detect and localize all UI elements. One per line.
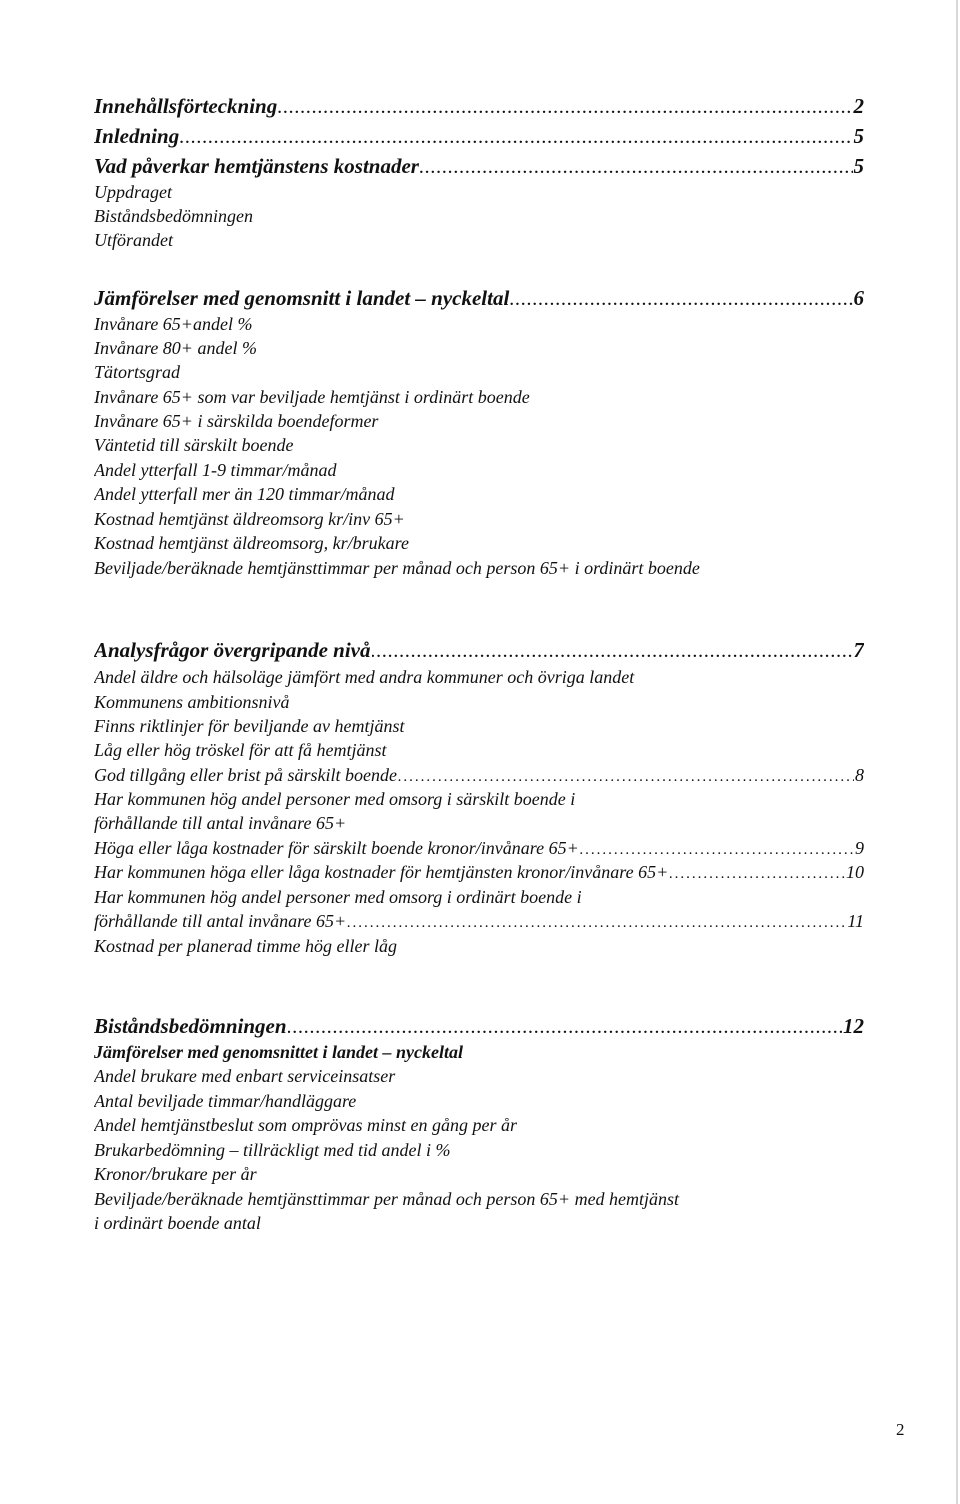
dot-leader bbox=[510, 287, 852, 315]
toc-subitem: Invånare 65+andel % bbox=[94, 314, 253, 334]
toc-page-number: 8 bbox=[855, 765, 864, 785]
toc-entry-hemtjanst-kostnader[interactable] bbox=[94, 860, 864, 886]
toc-entry-hoga-kostnader[interactable] bbox=[94, 836, 864, 862]
toc-subitem: Beviljade/beräknade hemtjänsttimmar per månad och person 65+ med hemtjänst bbox=[94, 1189, 680, 1209]
toc-entry-inledning[interactable] bbox=[94, 122, 864, 153]
toc-entry-title: Analysfrågor övergripande nivå bbox=[94, 638, 371, 662]
toc-entry-title: Har kommunen höga eller låga kostnader för hemtjänsten kronor/invånare 65+ bbox=[94, 862, 669, 882]
toc-entry-god-tillgang[interactable] bbox=[94, 763, 864, 789]
toc-subitem: i ordinärt boende antal bbox=[94, 1213, 261, 1233]
toc-page-number: 6 bbox=[853, 286, 864, 310]
toc-subitem: Invånare 65+ i särskilda boendeformer bbox=[94, 411, 379, 431]
toc-subitem: Biståndsbedömningen bbox=[94, 206, 253, 226]
toc-subitem: Låg eller hög tröskel för att få hemtjänst bbox=[94, 740, 387, 760]
scan-edge bbox=[956, 0, 958, 1504]
toc-subitem: Kronor/brukare per år bbox=[94, 1164, 257, 1184]
toc-page-number: 2 bbox=[853, 94, 864, 118]
toc-subitem: Brukarbedömning – tillräckligt med tid andel i % bbox=[94, 1140, 451, 1160]
toc-entry-title: Innehållsförteckning bbox=[94, 94, 278, 118]
toc-entry-title: Jämförelser med genomsnitt i landet – nyckeltal bbox=[94, 286, 510, 310]
toc-page-number: 11 bbox=[847, 911, 864, 931]
toc-page-number: 12 bbox=[843, 1014, 864, 1038]
toc-subitem: Andel äldre och hälsoläge jämfört med andra kommuner och övriga landet bbox=[94, 667, 635, 687]
page-number: 2 bbox=[896, 1420, 905, 1439]
toc-subitem: Kostnad hemtjänst äldreomsorg kr/inv 65+ bbox=[94, 509, 405, 529]
toc-subitem: Tätortsgrad bbox=[94, 362, 181, 382]
dot-leader bbox=[420, 155, 853, 183]
toc-subitem: Andel ytterfall mer än 120 timmar/månad bbox=[94, 484, 395, 504]
dot-leader bbox=[398, 765, 854, 789]
toc-subitem: Invånare 80+ andel % bbox=[94, 338, 257, 358]
toc-page-number: 5 bbox=[853, 154, 864, 178]
toc-subitem: Andel hemtjänstbeslut som omprövas minst en gång per år bbox=[94, 1115, 517, 1135]
toc-entry-vad-paverkar[interactable] bbox=[94, 152, 864, 183]
toc-subitem: Har kommunen hög andel personer med omsorg i särskilt boende i bbox=[94, 789, 576, 809]
dot-leader bbox=[180, 125, 852, 153]
toc-subitem: Har kommunen hög andel personer med omsorg i ordinärt boende i bbox=[94, 887, 582, 907]
dot-leader bbox=[372, 639, 853, 667]
toc-subitem: Antal beviljade timmar/handläggare bbox=[94, 1091, 357, 1111]
toc-entry-title: förhållande till antal invånare 65+ bbox=[94, 911, 347, 931]
toc-entry-analysfragor[interactable] bbox=[94, 636, 864, 667]
dot-leader bbox=[288, 1015, 842, 1043]
toc-subitem: Kostnad hemtjänst äldreomsorg, kr/brukare bbox=[94, 533, 409, 553]
toc-subitem: Uppdraget bbox=[94, 182, 172, 202]
toc-entry-forhallande[interactable] bbox=[94, 909, 864, 935]
toc-entry-bistandsbedomningen[interactable] bbox=[94, 1012, 864, 1043]
toc-entry-title: Biståndsbedömningen bbox=[94, 1014, 287, 1038]
toc-page-number: 10 bbox=[846, 862, 864, 882]
toc-subheading: Jämförelser med genomsnittet i landet – nyckeltal bbox=[94, 1042, 463, 1062]
toc-entry-title: Höga eller låga kostnader för särskilt boende kronor/invånare 65+ bbox=[94, 838, 579, 858]
toc-subitem: Finns riktlinjer för beviljande av hemtjänst bbox=[94, 716, 405, 736]
toc-subitem: Beviljade/beräknade hemtjänsttimmar per månad och person 65+ i ordinärt boende bbox=[94, 558, 700, 578]
toc-subitem: Kommunens ambitionsnivå bbox=[94, 692, 290, 712]
toc-page-number: 9 bbox=[855, 838, 864, 858]
toc-subitem: Utförandet bbox=[94, 230, 173, 250]
toc-page-number: 5 bbox=[853, 124, 864, 148]
toc-subitem: Väntetid till särskilt boende bbox=[94, 435, 294, 455]
toc-entry-title: Vad påverkar hemtjänstens kostnader bbox=[94, 154, 419, 178]
dot-leader bbox=[580, 838, 854, 862]
toc-entry-jamforelser[interactable] bbox=[94, 284, 864, 315]
toc-subitem: Invånare 65+ som var beviljade hemtjänst i ordinärt boende bbox=[94, 387, 530, 407]
toc-entry-innehallsforteckning[interactable] bbox=[94, 92, 864, 123]
toc-subitem: förhållande till antal invånare 65+ bbox=[94, 813, 347, 833]
toc-page-number: 7 bbox=[853, 638, 864, 662]
dot-leader bbox=[669, 862, 845, 886]
dot-leader bbox=[347, 911, 846, 935]
toc-entry-title: Inledning bbox=[94, 124, 180, 148]
toc-subitem: Kostnad per planerad timme hög eller låg bbox=[94, 936, 397, 956]
toc-entry-title: God tillgång eller brist på särskilt boende bbox=[94, 765, 397, 785]
toc-subitem: Andel ytterfall 1-9 timmar/månad bbox=[94, 460, 337, 480]
dot-leader bbox=[278, 95, 852, 123]
toc-subitem: Andel brukare med enbart serviceinsatser bbox=[94, 1066, 396, 1086]
